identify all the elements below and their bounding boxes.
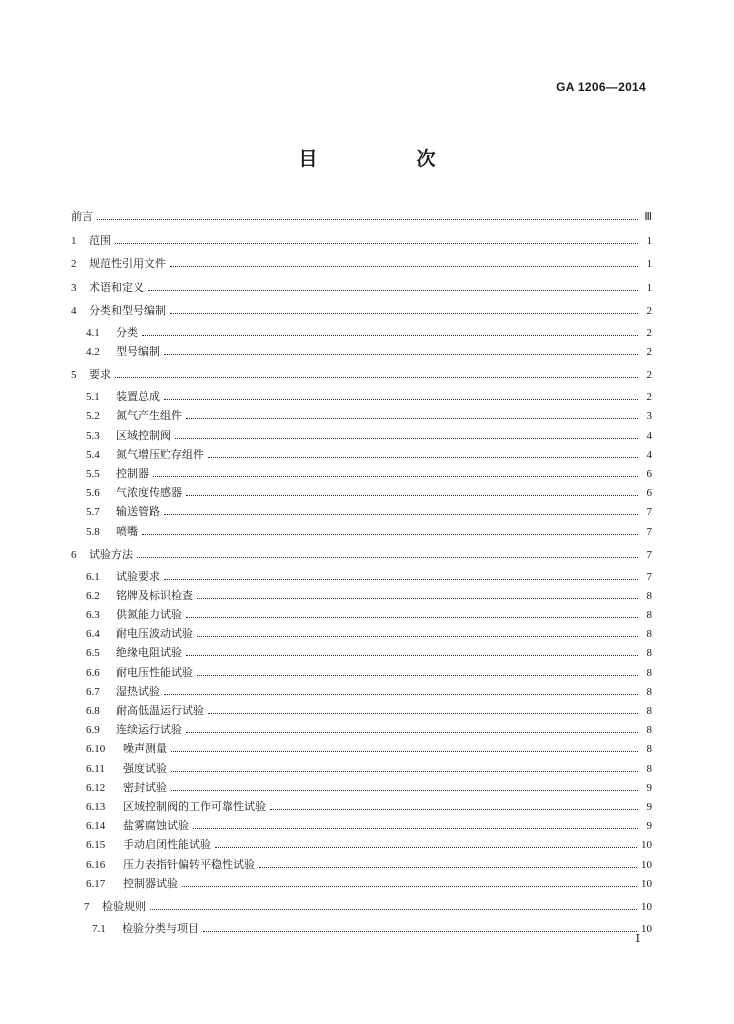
toc-entry-page: 7 [646,506,652,519]
toc-entry-page: 3 [646,410,652,423]
toc-dot-leader [97,219,638,220]
toc-entry[interactable] [86,403,652,423]
toc-entry[interactable] [86,564,652,584]
toc-entry-number: 5.3 [86,429,100,442]
toc-entry-number: 6.17 [86,877,106,890]
toc-entry-label: 氮气产生组件 [116,409,182,423]
toc-entry-number: 4.1 [86,327,100,339]
toc-dot-leader [171,790,638,791]
toc-dot-leader [175,438,638,439]
toc-entry-label: 区域控制阀 [116,428,171,442]
toc-dot-leader [137,557,638,558]
toc-entry-label: 氮气增压贮存组件 [116,447,204,461]
toc-dot-leader [170,313,638,314]
toc-entry[interactable] [86,384,652,404]
toc-dot-leader [171,771,638,772]
toc-dot-leader [164,579,638,580]
toc-entry[interactable] [86,794,652,814]
toc-entry-label: 手动启闭性能试验 [123,838,211,852]
toc-entry[interactable] [71,275,652,295]
toc-entry-page: 6 [646,468,652,480]
toc-entry-page: 2 [646,305,652,317]
toc-dot-leader [182,886,637,887]
toc-entry[interactable] [71,251,652,271]
toc-entry[interactable] [86,832,652,852]
toc-entry-number: 6.14 [86,820,106,833]
toc-entry-label: 噪声测量 [123,742,167,756]
toc-entry-number: 6.2 [86,589,100,602]
toc-entry-page: 8 [646,743,652,756]
toc-entry[interactable] [84,894,652,914]
toc-entry[interactable] [86,442,652,462]
toc-entry-label: 密封试验 [123,780,167,794]
toc-dot-leader [208,457,638,458]
toc-entry[interactable] [86,480,652,500]
toc-entry-page: Ⅲ [644,211,652,223]
toc-dot-leader [197,598,638,599]
toc-entry[interactable] [86,621,652,641]
toc-entry[interactable] [86,640,652,660]
toc-entry-number: 7.1 [92,922,106,935]
toc-entry[interactable] [86,461,652,481]
toc-entry-page: 7 [646,548,652,561]
toc-entry-label: 耐电压性能试验 [116,665,193,679]
toc-entry[interactable] [71,542,652,562]
toc-entry-page: 4 [646,448,652,461]
toc-dot-leader [270,809,638,810]
toc-entry-label: 气浓度传感器 [116,486,182,500]
toc-entry-page: 8 [646,589,652,602]
toc-entry[interactable] [86,602,652,622]
toc-dot-leader [142,335,638,336]
toc-dot-leader [203,931,637,932]
toc-entry-label: 输送管路 [116,505,160,519]
toc-dot-leader [193,828,638,829]
toc-entry[interactable] [86,813,652,833]
toc-entry-label: 耐高低温运行试验 [116,704,204,717]
toc-entry-number: 7 [84,900,90,913]
toc-entry[interactable] [86,775,652,795]
footer-page-number: I [635,932,640,945]
toc-entry-page: 1 [646,281,652,294]
toc-entry-page: 10 [641,900,652,913]
toc-entry-label: 要求 [89,368,111,382]
toc-entry-label: 连续运行试验 [116,723,182,737]
toc-entry-label: 检验规则 [102,899,146,913]
toc-dot-leader [153,476,638,477]
toc-dot-leader [208,713,638,714]
toc-entry-label: 术语和定义 [89,280,144,294]
toc-entry[interactable] [86,679,652,699]
toc-dot-leader [186,418,638,419]
toc-entry-number: 5.8 [86,525,100,538]
toc-entry-label: 控制器试验 [123,876,178,890]
toc-entry[interactable] [71,204,652,224]
toc-entry-page: 10 [641,858,652,871]
toc-entry-number: 6.15 [86,839,106,852]
toc-entry-label: 区域控制阀的工作可靠性试验 [123,800,266,813]
toc-dot-leader [197,675,638,676]
toc-entry[interactable] [86,499,652,519]
toc-entry-number: 6.5 [86,647,100,660]
toc-entry-number: 6.6 [86,666,100,679]
toc-entry-page: 10 [641,839,652,852]
toc-entry[interactable] [86,736,652,756]
toc-entry-number: 6.1 [86,570,100,583]
toc-entry-page: 9 [646,801,652,813]
toc-entry[interactable] [71,228,652,248]
toc-dot-leader [171,751,638,752]
toc-entry[interactable] [86,660,652,680]
toc-entry[interactable] [92,916,652,936]
toc-entry-label: 范围 [89,233,111,247]
toc-dot-leader [115,243,638,244]
toc-entry-page: 8 [646,609,652,621]
toc-entry-label: 试验要求 [116,569,160,583]
standard-code: GA 1206—2014 [556,80,646,94]
toc-entry-number: 6.8 [86,705,100,717]
toc-entry-page: 8 [646,762,652,775]
toc-entry-label: 供氮能力试验 [116,608,182,621]
toc-entry-number: 6.16 [86,858,106,871]
toc-entry-number: 6 [71,548,77,561]
toc-entry-label: 前言 [71,210,93,223]
toc-entry-page: 7 [646,525,652,538]
toc-entry[interactable] [86,519,652,539]
toc-entry-number: 1 [71,234,77,247]
toc-dot-leader [150,909,637,910]
toc-dot-leader [142,534,638,535]
toc-dot-leader [115,377,638,378]
toc-entry-label: 耐电压波动试验 [116,627,193,641]
toc-dot-leader [170,266,638,267]
toc-entry-page: 10 [641,877,652,890]
toc-dot-leader [186,732,638,733]
toc-entry-label: 喷嘴 [116,524,138,538]
toc-entry[interactable] [86,339,652,359]
toc-entry-number: 4.2 [86,346,100,359]
toc-entry-number: 6.3 [86,609,100,621]
toc-entry-number: 5 [71,369,77,382]
toc-entry-number: 5.6 [86,487,100,500]
toc-entry-label: 型号编制 [116,345,160,359]
toc-entry-number: 5.5 [86,468,100,480]
toc-dot-leader [186,495,638,496]
toc-entry-page: 8 [646,705,652,717]
toc-entry-page: 8 [646,628,652,641]
page-title: 目 次 [298,148,476,170]
toc-dot-leader [259,867,637,868]
toc-entry-page: 10 [641,922,652,935]
toc-dot-leader [164,399,638,400]
toc-entry-number: 5.7 [86,506,100,519]
toc-entry[interactable] [71,298,652,318]
toc-entry[interactable] [86,320,652,340]
toc-entry-number: 6.4 [86,628,100,641]
toc-entry-page: 9 [646,820,652,833]
toc-entry-label: 压力表指针偏转平稳性试验 [123,857,255,871]
toc-entry-page: 2 [646,391,652,404]
toc-dot-leader [164,694,638,695]
toc-entry-label: 装置总成 [116,390,160,404]
toc-entry[interactable] [86,871,652,891]
toc-entry-label: 试验方法 [89,547,133,561]
toc-entry-page: 2 [646,327,652,339]
toc-entry-page: 6 [646,487,652,500]
toc-entry-page: 8 [646,724,652,737]
toc-entry[interactable] [86,717,652,737]
toc-entry[interactable] [86,756,652,776]
toc-entry-number: 5.1 [86,391,100,404]
toc-entry-label: 检验分类与项目 [122,921,199,935]
toc-entry-number: 6.12 [86,781,106,794]
toc-entry-page: 7 [646,570,652,583]
toc-entry-page: 8 [646,647,652,660]
toc-entry-label: 湿热试验 [116,684,160,698]
toc-entry-number: 6.9 [86,724,100,737]
toc-entry-label: 盐雾腐蚀试验 [123,819,189,833]
toc-entry-label: 强度试验 [123,761,167,775]
toc-entry-label: 规范性引用文件 [89,257,166,270]
toc-dot-leader [197,636,638,637]
toc-entry-label: 铭牌及标识检查 [116,588,193,602]
toc-dot-leader [186,655,638,656]
toc-entry-page: 2 [646,369,652,382]
toc-dot-leader [164,514,638,515]
toc-entry-number: 2 [71,258,77,270]
toc-dot-leader [164,354,638,355]
toc-entry-page: 1 [646,258,652,270]
toc-entry-number: 6.13 [86,801,106,813]
toc-entry-page: 1 [646,234,652,247]
toc-entry-page: 4 [646,429,652,442]
toc-entry-label: 控制器 [116,467,149,480]
toc-entry-page: 2 [646,346,652,359]
toc-entry-page: 9 [646,781,652,794]
toc-entry-number: 6.11 [86,762,105,775]
toc-entry[interactable] [86,852,652,872]
toc-entry-label: 分类和型号编制 [89,304,166,317]
toc-dot-leader [148,290,638,291]
toc-entry-number: 6.10 [86,743,106,756]
toc-entry-label: 分类 [116,326,138,339]
toc-entry-number: 6.7 [86,685,100,698]
toc-entry-page: 8 [646,666,652,679]
toc-dot-leader [215,847,637,848]
toc-entry[interactable] [86,423,652,443]
toc-entry-number: 4 [71,305,77,317]
toc-entry[interactable] [86,698,652,718]
toc-entry-page: 8 [646,685,652,698]
toc-entry-label: 绝缘电阻试验 [116,646,182,660]
toc-entry-number: 5.4 [86,448,100,461]
toc-entry[interactable] [86,583,652,603]
toc-entry-number: 3 [71,281,77,294]
toc-entry[interactable] [71,362,652,382]
toc-dot-leader [186,617,638,618]
toc-entry-number: 5.2 [86,410,100,423]
